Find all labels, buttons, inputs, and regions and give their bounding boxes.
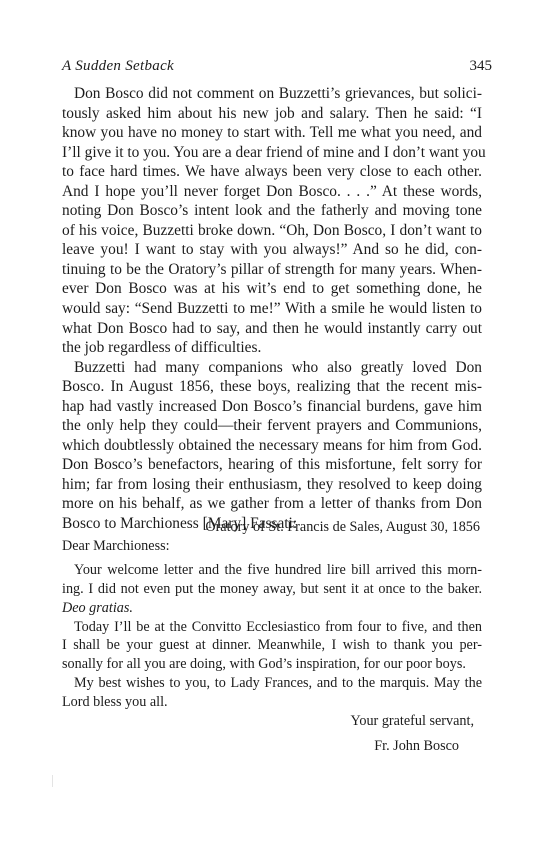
text-line: Buzzetti had many companions who also greatly loved Don [74,358,482,376]
text-line: ing. I did not even put the money away, but sent it at once to the baker. [62,580,482,597]
letter-paragraph [62,674,482,712]
running-header [62,58,492,75]
page-number: 345 [469,58,492,74]
paragraph-companions [62,358,482,534]
text-line: Deo gratias. [62,599,133,616]
text-line: I’ll give it to you. You are a dear friend of mine and I don’t want you [62,143,486,161]
text-line: would say: “Send Buzzetti to me!” With a smile he would listen to [62,300,482,318]
text-line: Don Bosco’s benefactors, hearing of this misfortune, felt sorry for [62,456,482,474]
chapter-title: A Sudden Setback [62,58,174,74]
text-line: Bosco to Marchioness [Mary] Fassati: [62,515,298,533]
text-line: Today I’ll be at the Convitto Ecclesiastico from four to five, and then [74,618,482,635]
text-line: Lord bless you all. [62,694,168,711]
text-line: of his voice, Buzzetti broke down. “Oh, Don Bosco, I don’t want to [62,221,482,239]
text-line: leave you! I want to stay with you always!” And so he did, con- [62,241,482,259]
text-line: My best wishes to you, to Lady Frances, and to the marquis. May the [74,675,482,692]
text-line: Bosco. In August 1856, these boys, realizing that the recent mis- [62,378,482,396]
text-line: the only help they could—their fervent prayers and Communions, [62,417,482,435]
letter-dateline: Oratory of St. Francis de Sales, August 30, 1856 [205,519,480,535]
text-line: what Don Bosco had to say, and then he would instantly carry out [62,319,482,337]
text-line: the job regardless of difficulties. [62,339,262,357]
letter-signature: Fr. John Bosco [374,737,459,754]
letter-salutation: Dear Marchioness: [62,537,170,554]
letter-paragraph [62,561,482,618]
text-line: And I hope you’ll never forget Don Bosco. . . .” At these words, [62,182,482,200]
text-line: ever Don Bosco was at his wit’s end to get something done, he [62,280,482,298]
text-line: Don Bosco did not comment on Buzzetti’s grievances, but solici- [74,85,482,102]
text-line: hap had vastly increased Don Bosco’s financial burdens, gave him [62,397,482,415]
text-line: noting Don Bosco’s intent look and the fatherly and moving tone [62,202,482,220]
text-line: which doubtlessly obtained the necessary means for him from God. [62,436,482,454]
text-line: I shall be your guest at dinner. Meanwhile, I wish to thank you per- [62,637,482,654]
letter-paragraph [62,618,482,675]
body-text [62,84,486,534]
scan-mark [52,775,53,787]
text-line: to face hard times. We have always been very close to each other. [62,163,482,181]
text-line: tously asked him about his new job and salary. Then he said: “I [62,104,482,122]
text-line: Your welcome letter and the five hundred lire bill arrived this morn- [74,561,482,578]
paragraph-buzzetti-breaks-down [62,84,486,358]
text-line: sonally for all you are doing, with God’s inspiration, for our poor boys. [62,656,466,673]
text-line: him; far from losing their enthusiasm, they resolved to keep doing [62,475,482,493]
text-line: tinuing to be the Oratory’s pillar of strength for many years. When- [62,260,482,278]
text-line: more on his behalf, as we gather from a letter of thanks from Don [62,495,482,513]
text-line: know you have no money to start with. Tell me what you need, and [62,124,482,142]
quoted-letter [62,518,482,756]
letter-closing: Your grateful servant, [350,713,474,730]
